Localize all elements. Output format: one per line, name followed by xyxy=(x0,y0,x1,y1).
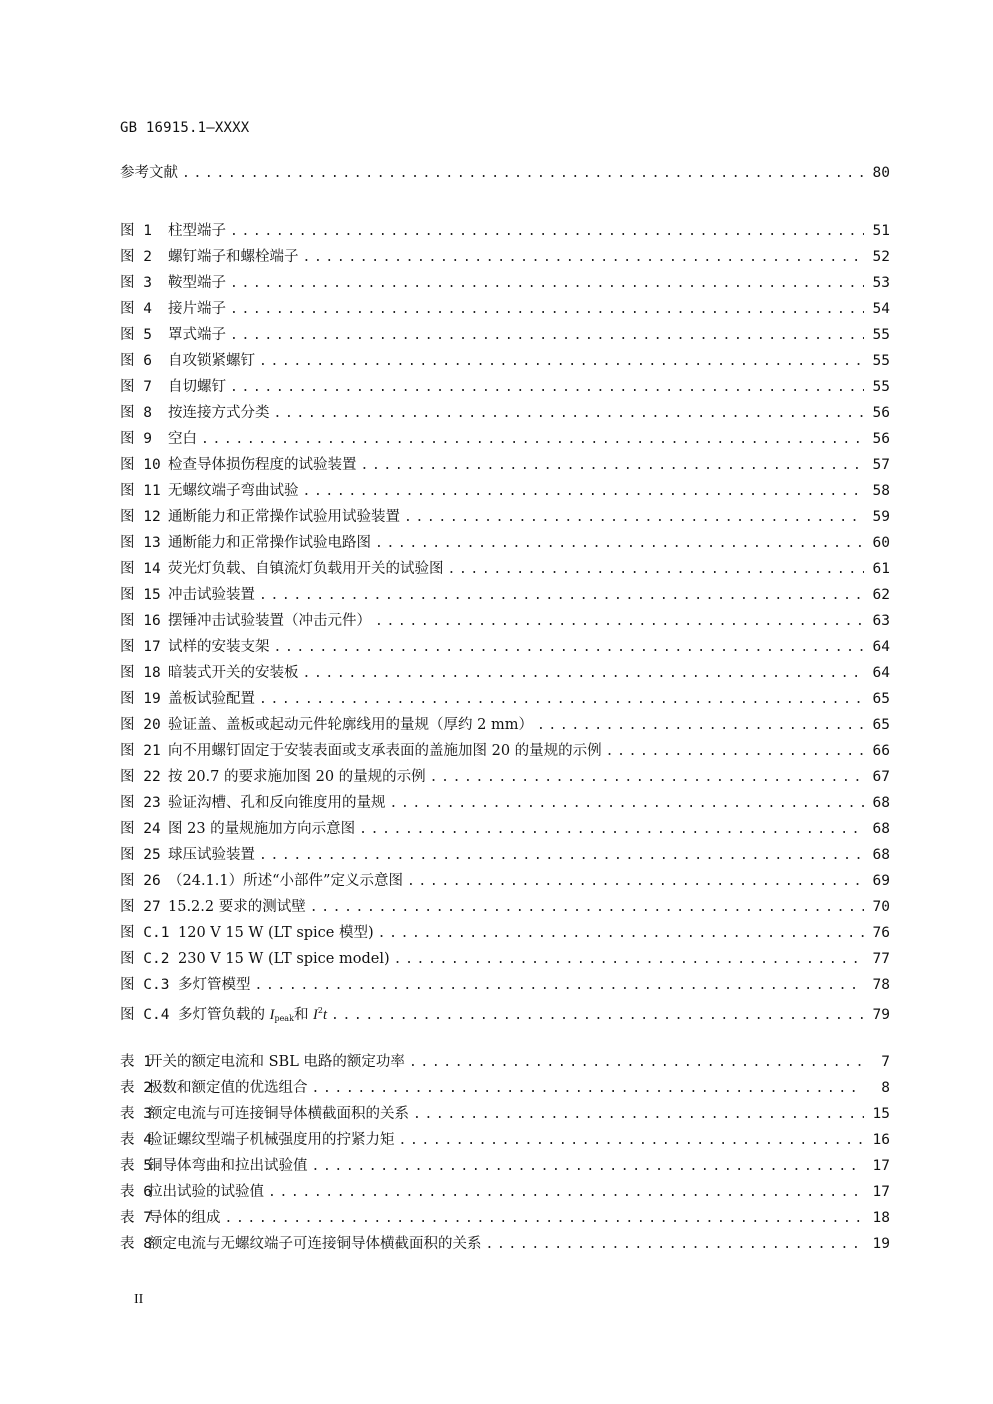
toc-leader-dots xyxy=(361,453,865,479)
toc-entry[interactable] xyxy=(120,764,890,790)
toc-leader-dots xyxy=(430,765,864,791)
toc-leader-dots xyxy=(606,739,864,765)
toc-entry-label: 图 20 xyxy=(120,717,161,733)
toc-entry-page: 65 xyxy=(872,691,890,707)
toc-entry-title: 自切螺钉 xyxy=(168,379,226,395)
document-header: GB 16915.1—XXXX xyxy=(120,120,250,136)
toc-entry[interactable] xyxy=(120,296,890,322)
toc-entry-title: 按 20.7 的要求施加图 20 的量规的示例 xyxy=(168,769,426,785)
toc-entry-label: 表 1 xyxy=(120,1054,152,1070)
toc-entry-page: 80 xyxy=(872,165,890,181)
toc-entry[interactable] xyxy=(120,1205,890,1231)
toc-entry-title: 图 23 的量规施加方向示意图 xyxy=(168,821,356,837)
toc-entry-title: 开关的额定电流和 SBL 电路的额定功率 xyxy=(148,1054,405,1070)
toc-entry-label: 图 15 xyxy=(120,587,161,603)
toc-entry-label: 图 4 xyxy=(120,301,152,317)
references-entry-block xyxy=(120,160,890,186)
toc-leader-dots xyxy=(310,895,864,921)
toc-leader-dots xyxy=(230,375,864,401)
toc-entry-page: 52 xyxy=(872,249,890,265)
toc-entry[interactable] xyxy=(120,504,890,530)
toc-entry-page: 64 xyxy=(872,639,890,655)
toc-entry-page: 55 xyxy=(872,379,890,395)
toc-leader-dots xyxy=(259,349,864,375)
toc-entry-label: 图 24 xyxy=(120,821,161,837)
toc-entry-page: 69 xyxy=(872,873,890,889)
toc-entry-label: 图 C.2 xyxy=(120,951,170,967)
toc-entry[interactable] xyxy=(120,400,890,426)
toc-leader-dots xyxy=(390,791,865,817)
toc-entry-page: 76 xyxy=(872,925,890,941)
toc-entry[interactable] xyxy=(120,426,890,452)
toc-entry-label: 图 C.1 xyxy=(120,925,170,941)
toc-entry[interactable] xyxy=(120,1101,890,1127)
toc-entry-page: 63 xyxy=(872,613,890,629)
toc-entry-label: 图 C.3 xyxy=(120,977,170,993)
toc-leader-dots xyxy=(274,635,865,661)
toc-entry-title: 验证盖、盖板或起动元件轮廓线用的量规（厚约 2 mm） xyxy=(168,717,533,733)
toc-entry[interactable] xyxy=(120,1179,890,1205)
toc-entry-page: 57 xyxy=(872,457,890,473)
toc-entry[interactable] xyxy=(120,660,890,686)
title-prefix: 多灯管负载的 xyxy=(178,1007,265,1023)
toc-entry-label: 图 14 xyxy=(120,561,161,577)
toc-leader-dots xyxy=(448,557,865,583)
toc-leader-dots xyxy=(230,323,864,349)
toc-leader-dots xyxy=(182,161,864,187)
toc-entry-title: 荧光灯负载、自镇流灯负载用开关的试验图 xyxy=(168,561,444,577)
title-conjunction: 和 xyxy=(293,1007,309,1023)
toc-leader-dots xyxy=(303,479,865,505)
toc-entry-label: 图 2 xyxy=(120,249,152,265)
toc-entry[interactable] xyxy=(120,1127,890,1153)
toc-entry[interactable] xyxy=(120,946,890,972)
toc-entry-label: 图 5 xyxy=(120,327,152,343)
toc-entry-page: 17 xyxy=(872,1184,890,1200)
toc-entry-page: 64 xyxy=(872,665,890,681)
toc-entry-title: 罩式端子 xyxy=(168,327,226,343)
toc-entry[interactable] xyxy=(120,920,890,946)
toc-entry-label: 表 8 xyxy=(120,1236,152,1252)
toc-entry-page: 54 xyxy=(872,301,890,317)
toc-leader-dots xyxy=(259,687,864,713)
toc-entry-title: 暗装式开关的安装板 xyxy=(168,665,299,681)
toc-entry[interactable] xyxy=(120,868,890,894)
toc-entry-label: 图 C.4 xyxy=(120,1007,170,1023)
math-var-i: I xyxy=(269,1007,275,1023)
toc-entry-page: 56 xyxy=(872,431,890,447)
toc-entry-title: 冲击试验装置 xyxy=(168,587,255,603)
toc-entry-title: 自攻锁紧螺钉 xyxy=(168,353,255,369)
toc-entry[interactable] xyxy=(120,634,890,660)
toc-entry-label: 图 25 xyxy=(120,847,161,863)
toc-leader-dots xyxy=(399,1128,865,1154)
toc-entry[interactable] xyxy=(120,1049,890,1075)
toc-entry-title: 鞍型端子 xyxy=(168,275,226,291)
toc-entry-page: 68 xyxy=(872,795,890,811)
toc-entry-page: 62 xyxy=(872,587,890,603)
toc-leader-dots xyxy=(303,661,865,687)
toc-entry-title: 通断能力和正常操作试验用试验装置 xyxy=(168,509,400,525)
toc-entry-title: 盖板试验配置 xyxy=(168,691,255,707)
toc-entry-page: 59 xyxy=(872,509,890,525)
toc-entry-page: 68 xyxy=(872,847,890,863)
toc-leader-dots xyxy=(537,713,864,739)
toc-entry-page: 66 xyxy=(872,743,890,759)
toc-entry-title: 验证螺纹型端子机械强度用的拧紧力矩 xyxy=(148,1132,395,1148)
toc-entry-label: 图 10 xyxy=(120,457,161,473)
toc-entry[interactable] xyxy=(120,972,890,998)
math-var-t: t xyxy=(322,1007,328,1023)
toc-entry-label: 图 3 xyxy=(120,275,152,291)
toc-entry-title xyxy=(178,998,327,1032)
toc-entry-title: 铜导体弯曲和拉出试验值 xyxy=(148,1158,308,1174)
toc-entry[interactable] xyxy=(120,244,890,270)
toc-leader-dots xyxy=(409,1050,864,1076)
toc-leader-dots xyxy=(274,401,865,427)
toc-entry-page: 19 xyxy=(872,1236,890,1252)
toc-entry-page: 70 xyxy=(872,899,890,915)
toc-leader-dots xyxy=(413,1102,864,1128)
toc-entry[interactable] xyxy=(120,712,890,738)
toc-entry-page: 17 xyxy=(872,1158,890,1174)
toc-leader-dots xyxy=(230,271,864,297)
toc-leader-dots xyxy=(230,297,864,323)
toc-entry[interactable] xyxy=(120,530,890,556)
toc-leader-dots xyxy=(225,1206,865,1232)
toc-entry-page: 51 xyxy=(872,223,890,239)
toc-entry-title: 检查导体损伤程度的试验装置 xyxy=(168,457,357,473)
toc-leader-dots xyxy=(378,921,864,947)
toc-leader-dots xyxy=(259,583,864,609)
toc-entry[interactable] xyxy=(120,218,890,244)
toc-entry[interactable] xyxy=(120,478,890,504)
toc-entry-page: 68 xyxy=(872,821,890,837)
toc-entry[interactable] xyxy=(120,322,890,348)
toc-entry-label: 图 21 xyxy=(120,743,161,759)
toc-leader-dots xyxy=(375,531,864,557)
toc-entry[interactable] xyxy=(120,1075,890,1101)
toc-entry-page: 8 xyxy=(881,1080,890,1096)
toc-entry-title: 额定电流与无螺纹端子可连接铜导体横截面积的关系 xyxy=(148,1236,482,1252)
toc-entry-page: 78 xyxy=(872,977,890,993)
toc-leader-dots xyxy=(259,843,864,869)
toc-entry-title: 接片端子 xyxy=(168,301,226,317)
toc-entry-title: 验证沟槽、孔和反向锥度用的量规 xyxy=(168,795,386,811)
toc-leader-dots xyxy=(303,245,865,271)
toc-entry-title: 230 V 15 W (LT spice model) xyxy=(178,951,390,967)
toc-entry-title: 柱型端子 xyxy=(168,223,226,239)
toc-entry[interactable] xyxy=(120,738,890,764)
toc-entry-label: 图 19 xyxy=(120,691,161,707)
toc-entry-page: 65 xyxy=(872,717,890,733)
toc-entry[interactable] xyxy=(120,348,890,374)
toc-entry-title: 多灯管模型 xyxy=(178,977,251,993)
toc-entry[interactable] xyxy=(120,686,890,712)
toc-entry-title: 向不用螺钉固定于安装表面或支承表面的盖施加图 20 的量规的示例 xyxy=(168,743,602,759)
toc-entry-label: 图 17 xyxy=(120,639,161,655)
toc-entry-label: 表 7 xyxy=(120,1210,152,1226)
toc-entry[interactable] xyxy=(120,556,890,582)
toc-leader-dots xyxy=(331,1003,864,1029)
figure-list xyxy=(120,218,890,1024)
toc-entry-title: 螺钉端子和螺栓端子 xyxy=(168,249,299,265)
toc-entry[interactable] xyxy=(120,816,890,842)
toc-entry-page: 15 xyxy=(872,1106,890,1122)
math-subscript-peak: peak xyxy=(274,1014,294,1023)
toc-leader-dots xyxy=(201,427,864,453)
toc-entry[interactable] xyxy=(120,1153,890,1179)
toc-entry-page: 7 xyxy=(881,1054,890,1070)
toc-entry-label: 图 9 xyxy=(120,431,152,447)
toc-entry-page: 61 xyxy=(872,561,890,577)
toc-entry-label: 图 1 xyxy=(120,223,152,239)
toc-entry-title: 极数和额定值的优选组合 xyxy=(148,1080,308,1096)
toc-entry-title: 拉出试验的试验值 xyxy=(148,1184,264,1200)
toc-entry-title: （24.1.1）所述“小部件”定义示意图 xyxy=(168,873,403,889)
toc-entry-page: 67 xyxy=(872,769,890,785)
toc-entry-label: 图 8 xyxy=(120,405,152,421)
toc-entry-title: 额定电流与可连接铜导体横截面积的关系 xyxy=(148,1106,409,1122)
toc-entry[interactable] xyxy=(120,790,890,816)
toc-entry-title: 120 V 15 W (LT spice 模型) xyxy=(178,925,374,941)
toc-entry-label: 图 18 xyxy=(120,665,161,681)
toc-entry-label: 图 22 xyxy=(120,769,161,785)
toc-entry[interactable] xyxy=(120,452,890,478)
toc-entry-page: 77 xyxy=(872,951,890,967)
toc-leader-dots xyxy=(404,505,864,531)
toc-entry-title: 无螺纹端子弯曲试验 xyxy=(168,483,299,499)
toc-entry-page: 56 xyxy=(872,405,890,421)
toc-entry-references[interactable] xyxy=(120,160,890,186)
toc-entry-title: 参考文献 xyxy=(120,165,178,181)
toc-entry-label: 图 12 xyxy=(120,509,161,525)
toc-leader-dots xyxy=(359,817,864,843)
toc-entry-title: 球压试验装置 xyxy=(168,847,255,863)
toc-leader-dots xyxy=(407,869,864,895)
toc-entry[interactable] xyxy=(120,842,890,868)
toc-entry-label: 图 27 xyxy=(120,899,161,915)
toc-entry-label: 表 6 xyxy=(120,1184,152,1200)
page-number-footer: II xyxy=(134,1292,144,1307)
toc-entry-label: 图 7 xyxy=(120,379,152,395)
toc-entry[interactable] xyxy=(120,608,890,634)
toc-leader-dots xyxy=(312,1154,865,1180)
toc-leader-dots xyxy=(486,1232,865,1258)
toc-entry[interactable] xyxy=(120,998,890,1024)
toc-entry-page: 18 xyxy=(872,1210,890,1226)
toc-entry[interactable] xyxy=(120,270,890,296)
toc-entry-page: 60 xyxy=(872,535,890,551)
toc-entry[interactable] xyxy=(120,374,890,400)
toc-entry-title: 摆锤冲击试验装置（冲击元件） xyxy=(168,613,371,629)
toc-leader-dots xyxy=(375,609,864,635)
toc-entry-title: 导体的组成 xyxy=(148,1210,221,1226)
toc-entry-label: 图 23 xyxy=(120,795,161,811)
toc-entry-label: 表 3 xyxy=(120,1106,152,1122)
toc-leader-dots xyxy=(230,219,864,245)
toc-entry-label: 表 4 xyxy=(120,1132,152,1148)
toc-entry-page: 55 xyxy=(872,327,890,343)
toc-leader-dots xyxy=(394,947,864,973)
table-list xyxy=(120,1049,890,1257)
toc-entry-page: 58 xyxy=(872,483,890,499)
toc-entry-label: 图 11 xyxy=(120,483,161,499)
toc-entry-title: 通断能力和正常操作试验电路图 xyxy=(168,535,371,551)
math-var-i2: I xyxy=(313,1007,318,1023)
toc-entry-label: 图 13 xyxy=(120,535,161,551)
toc-entry-label: 表 2 xyxy=(120,1080,152,1096)
toc-entry-title: 15.2.2 要求的测试壁 xyxy=(168,899,306,915)
toc-entry-page: 55 xyxy=(872,353,890,369)
toc-entry-page: 16 xyxy=(872,1132,890,1148)
toc-entry-label: 表 5 xyxy=(120,1158,152,1174)
math-superscript-2: 2 xyxy=(317,1006,323,1015)
toc-entry[interactable] xyxy=(120,1231,890,1257)
toc-entry-label: 图 6 xyxy=(120,353,152,369)
toc-entry-page: 53 xyxy=(872,275,890,291)
toc-entry[interactable] xyxy=(120,894,890,920)
toc-entry-page: 79 xyxy=(872,1007,890,1023)
toc-leader-dots xyxy=(255,973,865,999)
toc-entry-label: 图 26 xyxy=(120,873,161,889)
toc-leader-dots xyxy=(312,1076,865,1102)
toc-entry-title: 空白 xyxy=(168,431,197,447)
toc-leader-dots xyxy=(268,1180,864,1206)
toc-entry-title: 试样的安装支架 xyxy=(168,639,270,655)
toc-entry[interactable] xyxy=(120,582,890,608)
toc-entry-title: 按连接方式分类 xyxy=(168,405,270,421)
toc-entry-label: 图 16 xyxy=(120,613,161,629)
